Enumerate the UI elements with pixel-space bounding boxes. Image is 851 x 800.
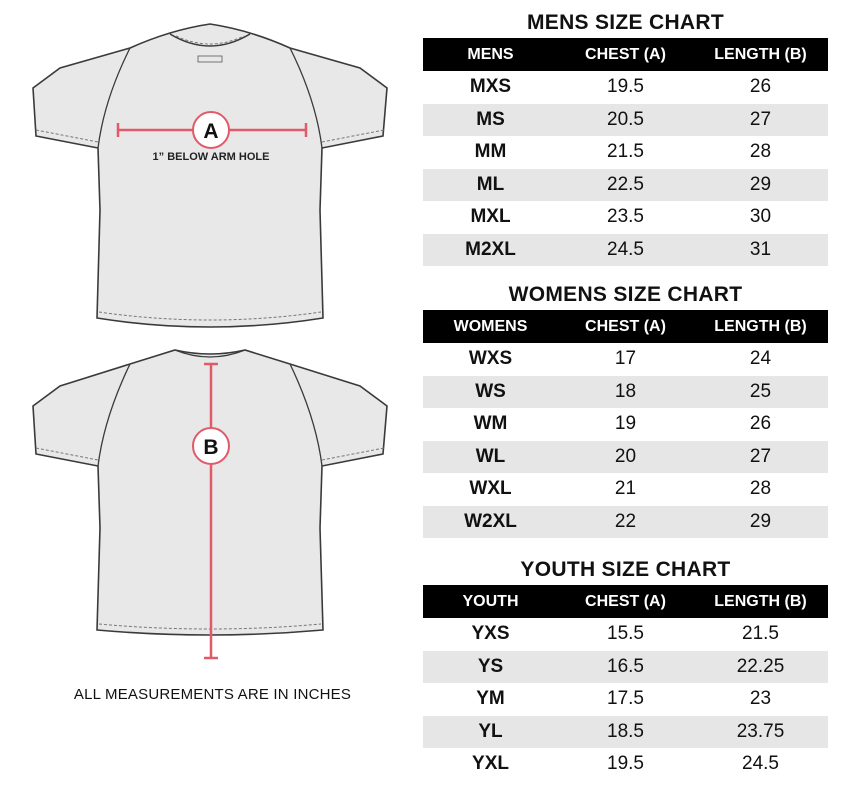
size-cell: YS: [423, 651, 558, 684]
column-header: LENGTH (B): [693, 38, 828, 71]
table-row: [423, 136, 828, 169]
table-row: [423, 169, 828, 202]
table-row: [423, 441, 828, 474]
chest-cell: 16.5: [558, 651, 693, 684]
length-cell: 24.5: [742, 753, 779, 775]
size-cell: MS: [423, 104, 558, 137]
chest-cell: 19: [614, 413, 637, 435]
back-shirt-diagram: [0, 338, 410, 668]
chest-cell: 21.5: [607, 141, 644, 163]
column-header: YOUTH: [423, 585, 558, 618]
size-cell: YXL: [472, 753, 509, 775]
size-cell: YL: [423, 716, 558, 749]
chest-cell: 17: [614, 348, 637, 370]
size-cell: MXL: [470, 206, 511, 228]
table-row: [423, 506, 828, 539]
length-cell: 26: [749, 413, 772, 435]
size-cell: WXL: [469, 478, 512, 500]
table-row: [423, 618, 828, 651]
chest-cell: 18: [558, 376, 693, 409]
size-cell: YXS: [471, 623, 510, 645]
chest-cell: 22: [558, 506, 693, 539]
table-row: [423, 408, 828, 441]
chest-cell: 22.5: [558, 169, 693, 202]
mens-chart-title: MENS SIZE CHART: [526, 11, 724, 34]
length-cell: 27: [693, 441, 828, 474]
label-a: A: [203, 120, 219, 143]
length-cell: 28: [749, 141, 772, 163]
chest-cell: 23.5: [607, 206, 644, 228]
table-row: [423, 748, 828, 781]
size-cell: WL: [423, 441, 558, 474]
chest-cell: 24.5: [558, 234, 693, 267]
length-cell: 31: [693, 234, 828, 267]
size-cell: YM: [476, 688, 505, 710]
womens-size-table: [423, 310, 828, 538]
column-header: WOMENS: [423, 310, 558, 343]
size-cell: WS: [423, 376, 558, 409]
table-header-row: [423, 310, 828, 343]
table-row: [423, 683, 828, 716]
table-row: [423, 104, 828, 137]
womens-chart-title: WOMENS SIZE CHART: [508, 283, 743, 306]
table-header-row: [423, 585, 828, 618]
chest-cell: 21: [614, 478, 637, 500]
column-header: LENGTH (B): [693, 585, 828, 618]
size-cell: M2XL: [423, 234, 558, 267]
label-b: B: [203, 436, 219, 459]
table-header-row: [423, 38, 828, 71]
table-row: [423, 376, 828, 409]
youth-size-table: [423, 585, 828, 781]
size-cell: W2XL: [423, 506, 558, 539]
column-header: MENS: [423, 38, 558, 71]
womens-size-chart: [423, 280, 828, 538]
length-cell: 27: [693, 104, 828, 137]
youth-size-chart: [423, 555, 828, 781]
column-header: CHEST (A): [558, 38, 693, 71]
chest-cell: 18.5: [558, 716, 693, 749]
length-cell: 30: [749, 206, 772, 228]
table-row: [423, 71, 828, 104]
table-row: [423, 201, 828, 234]
column-header: CHEST (A): [558, 310, 693, 343]
chest-cell: 15.5: [607, 623, 644, 645]
length-cell: 23: [749, 688, 772, 710]
size-cell: MXS: [469, 76, 512, 98]
column-header: CHEST (A): [558, 585, 693, 618]
table-row: [423, 651, 828, 684]
mens-size-table: [423, 38, 828, 266]
length-cell: 29: [693, 169, 828, 202]
table-row: [423, 234, 828, 267]
length-cell: 25: [693, 376, 828, 409]
length-cell: 24: [749, 348, 772, 370]
length-cell: 26: [749, 76, 772, 98]
length-cell: 22.25: [693, 651, 828, 684]
measurement-unit-note: ALL MEASUREMENTS ARE IN INCHES: [73, 686, 352, 703]
chest-measure-note: 1” BELOW ARM HOLE: [152, 151, 270, 163]
chest-cell: 20: [558, 441, 693, 474]
front-shirt-body: [33, 24, 387, 327]
size-cell: MM: [474, 141, 507, 163]
length-cell: 28: [749, 478, 772, 500]
youth-chart-title: YOUTH SIZE CHART: [520, 558, 731, 581]
front-shirt-diagram: [0, 0, 410, 340]
table-row: [423, 343, 828, 376]
size-cell: WXS: [468, 348, 513, 370]
chest-cell: 20.5: [558, 104, 693, 137]
size-cell: ML: [423, 169, 558, 202]
length-cell: 21.5: [742, 623, 779, 645]
table-row: [423, 473, 828, 506]
length-cell: 29: [693, 506, 828, 539]
size-cell: WM: [473, 413, 508, 435]
chest-cell: 17.5: [607, 688, 644, 710]
table-row: [423, 716, 828, 749]
column-header: LENGTH (B): [693, 310, 828, 343]
mens-size-chart: [423, 8, 828, 266]
chest-cell: 19.5: [607, 76, 644, 98]
length-cell: 23.75: [693, 716, 828, 749]
chest-cell: 19.5: [607, 753, 644, 775]
